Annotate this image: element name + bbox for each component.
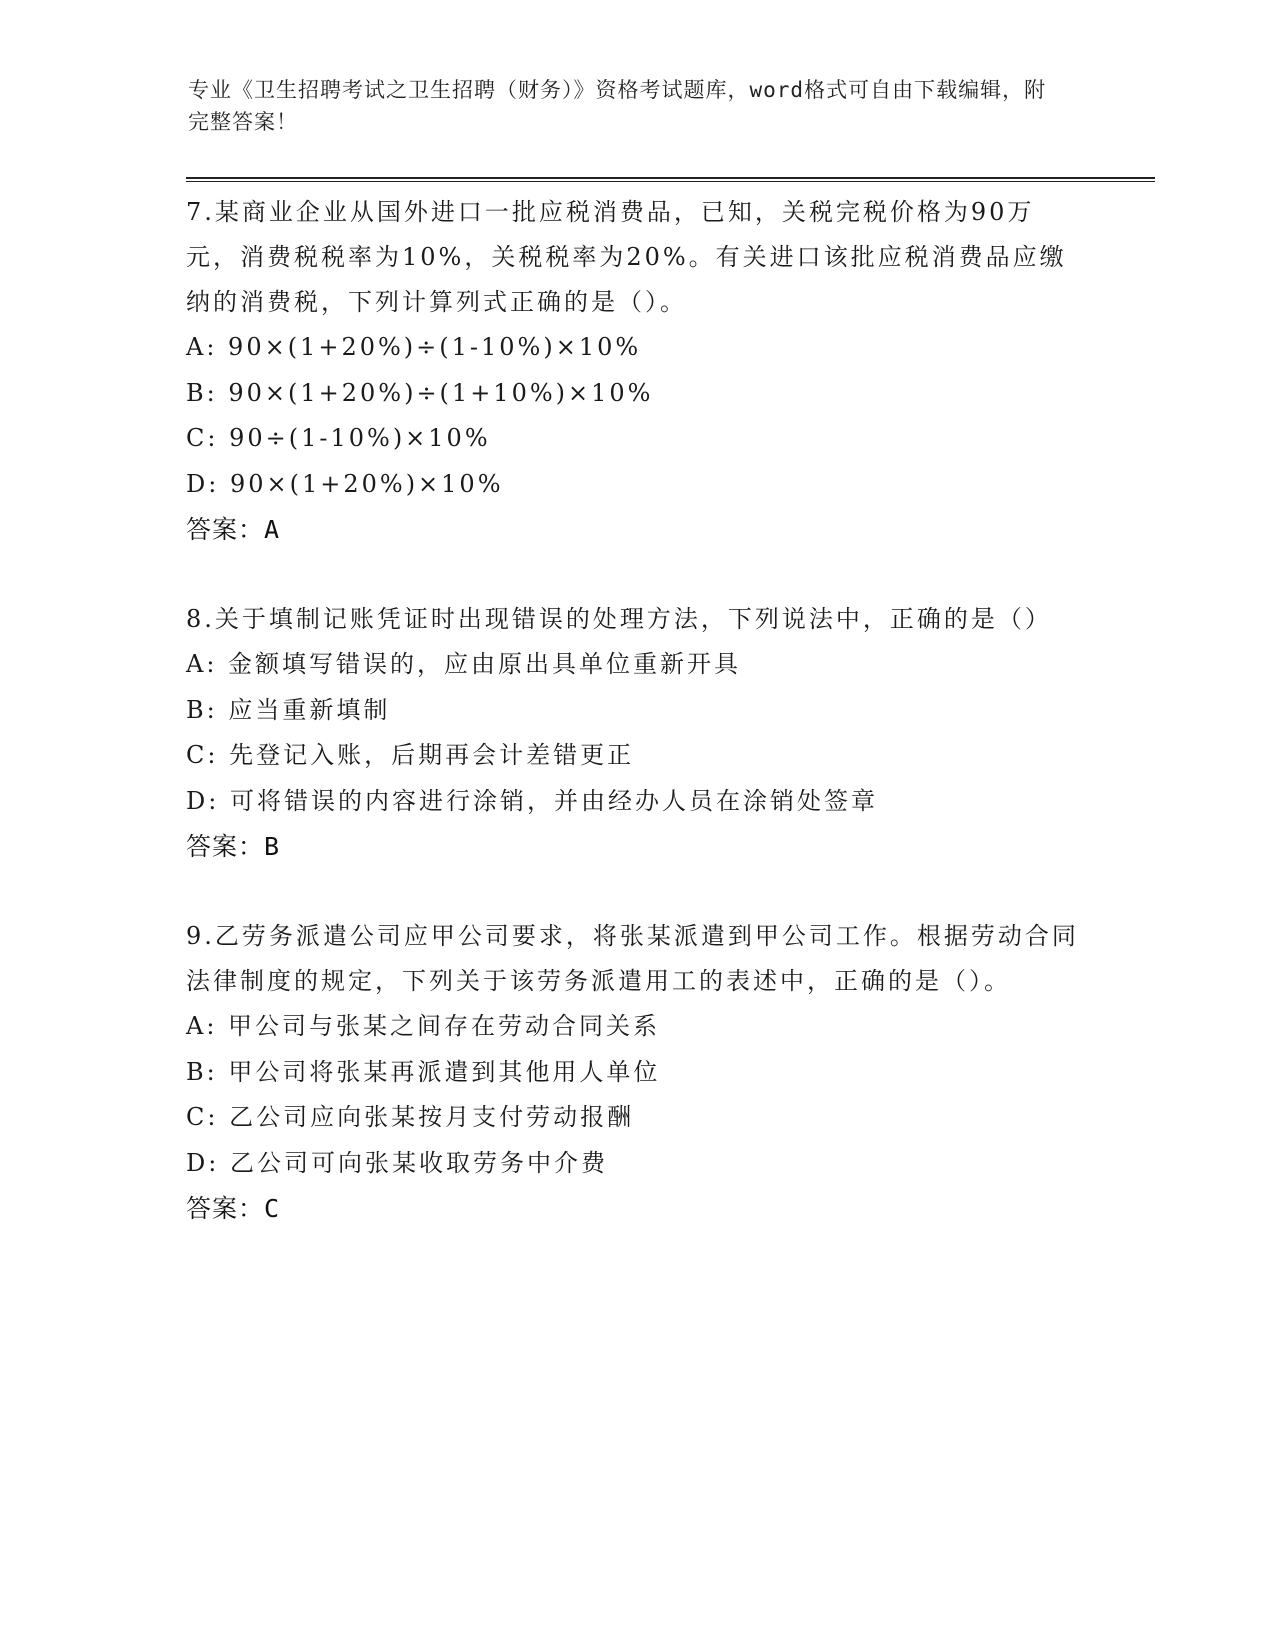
question-stem: 7.某商业企业从国外进口一批应税消费品，已知，关税完税价格为90万元，消费税税率为10%，关税税率为20%。有关进口该批应税消费品应缴纳的消费税，下列计算列式正确的是（）。 bbox=[186, 198, 1067, 316]
option-b: B: 甲公司将张某再派遣到其他用人单位 bbox=[186, 1057, 661, 1086]
option-d: D: 90×(1+20%)×10% bbox=[186, 469, 504, 498]
option-a: A: 金额填写错误的，应由原出具单位重新开具 bbox=[186, 650, 742, 678]
option-a: A: 甲公司与张某之间存在劳动合同关系 bbox=[186, 1012, 661, 1040]
header-divider bbox=[186, 177, 1155, 182]
option-d: D: 可将错误的内容进行涂销，并由经办人员在涂销处签章 bbox=[186, 786, 878, 815]
page-header: 专业《卫生招聘考试之卫生招聘（财务）》资格考试题库，word格式可自由下载编辑，附完整答案！ bbox=[188, 78, 1047, 134]
answer-line: 答案：B bbox=[186, 832, 281, 861]
question-9 bbox=[186, 914, 1086, 1232]
option-d: D: 乙公司可向张某收取劳务中介费 bbox=[186, 1148, 608, 1177]
option-b: B: 90×(1+20%)÷(1+10%)×10% bbox=[186, 378, 654, 407]
option-c: C: 先登记入账，后期再会计差错更正 bbox=[186, 741, 635, 769]
question-stem: 9.乙劳务派遣公司应甲公司要求，将张某派遣到甲公司工作。根据劳动合同法律制度的规定，下列关于该劳务派遣用工的表述中，正确的是（）。 bbox=[186, 922, 1079, 995]
answer-line: 答案：C bbox=[186, 1194, 281, 1223]
question-list bbox=[186, 190, 1086, 1276]
option-c: C: 90÷(1-10%)×10% bbox=[186, 424, 491, 452]
answer-line: 答案：A bbox=[186, 515, 281, 544]
option-c: C: 乙公司应向张某按月支付劳动报酬 bbox=[186, 1103, 635, 1131]
option-b: B: 应当重新填制 bbox=[186, 695, 391, 724]
question-7 bbox=[186, 190, 1086, 553]
question-8 bbox=[186, 597, 1086, 870]
option-a: A: 90×(1+20%)÷(1-10%)×10% bbox=[186, 333, 642, 361]
question-stem: 8.关于填制记账凭证时出现错误的处理方法，下列说法中，正确的是（） bbox=[186, 605, 1052, 633]
